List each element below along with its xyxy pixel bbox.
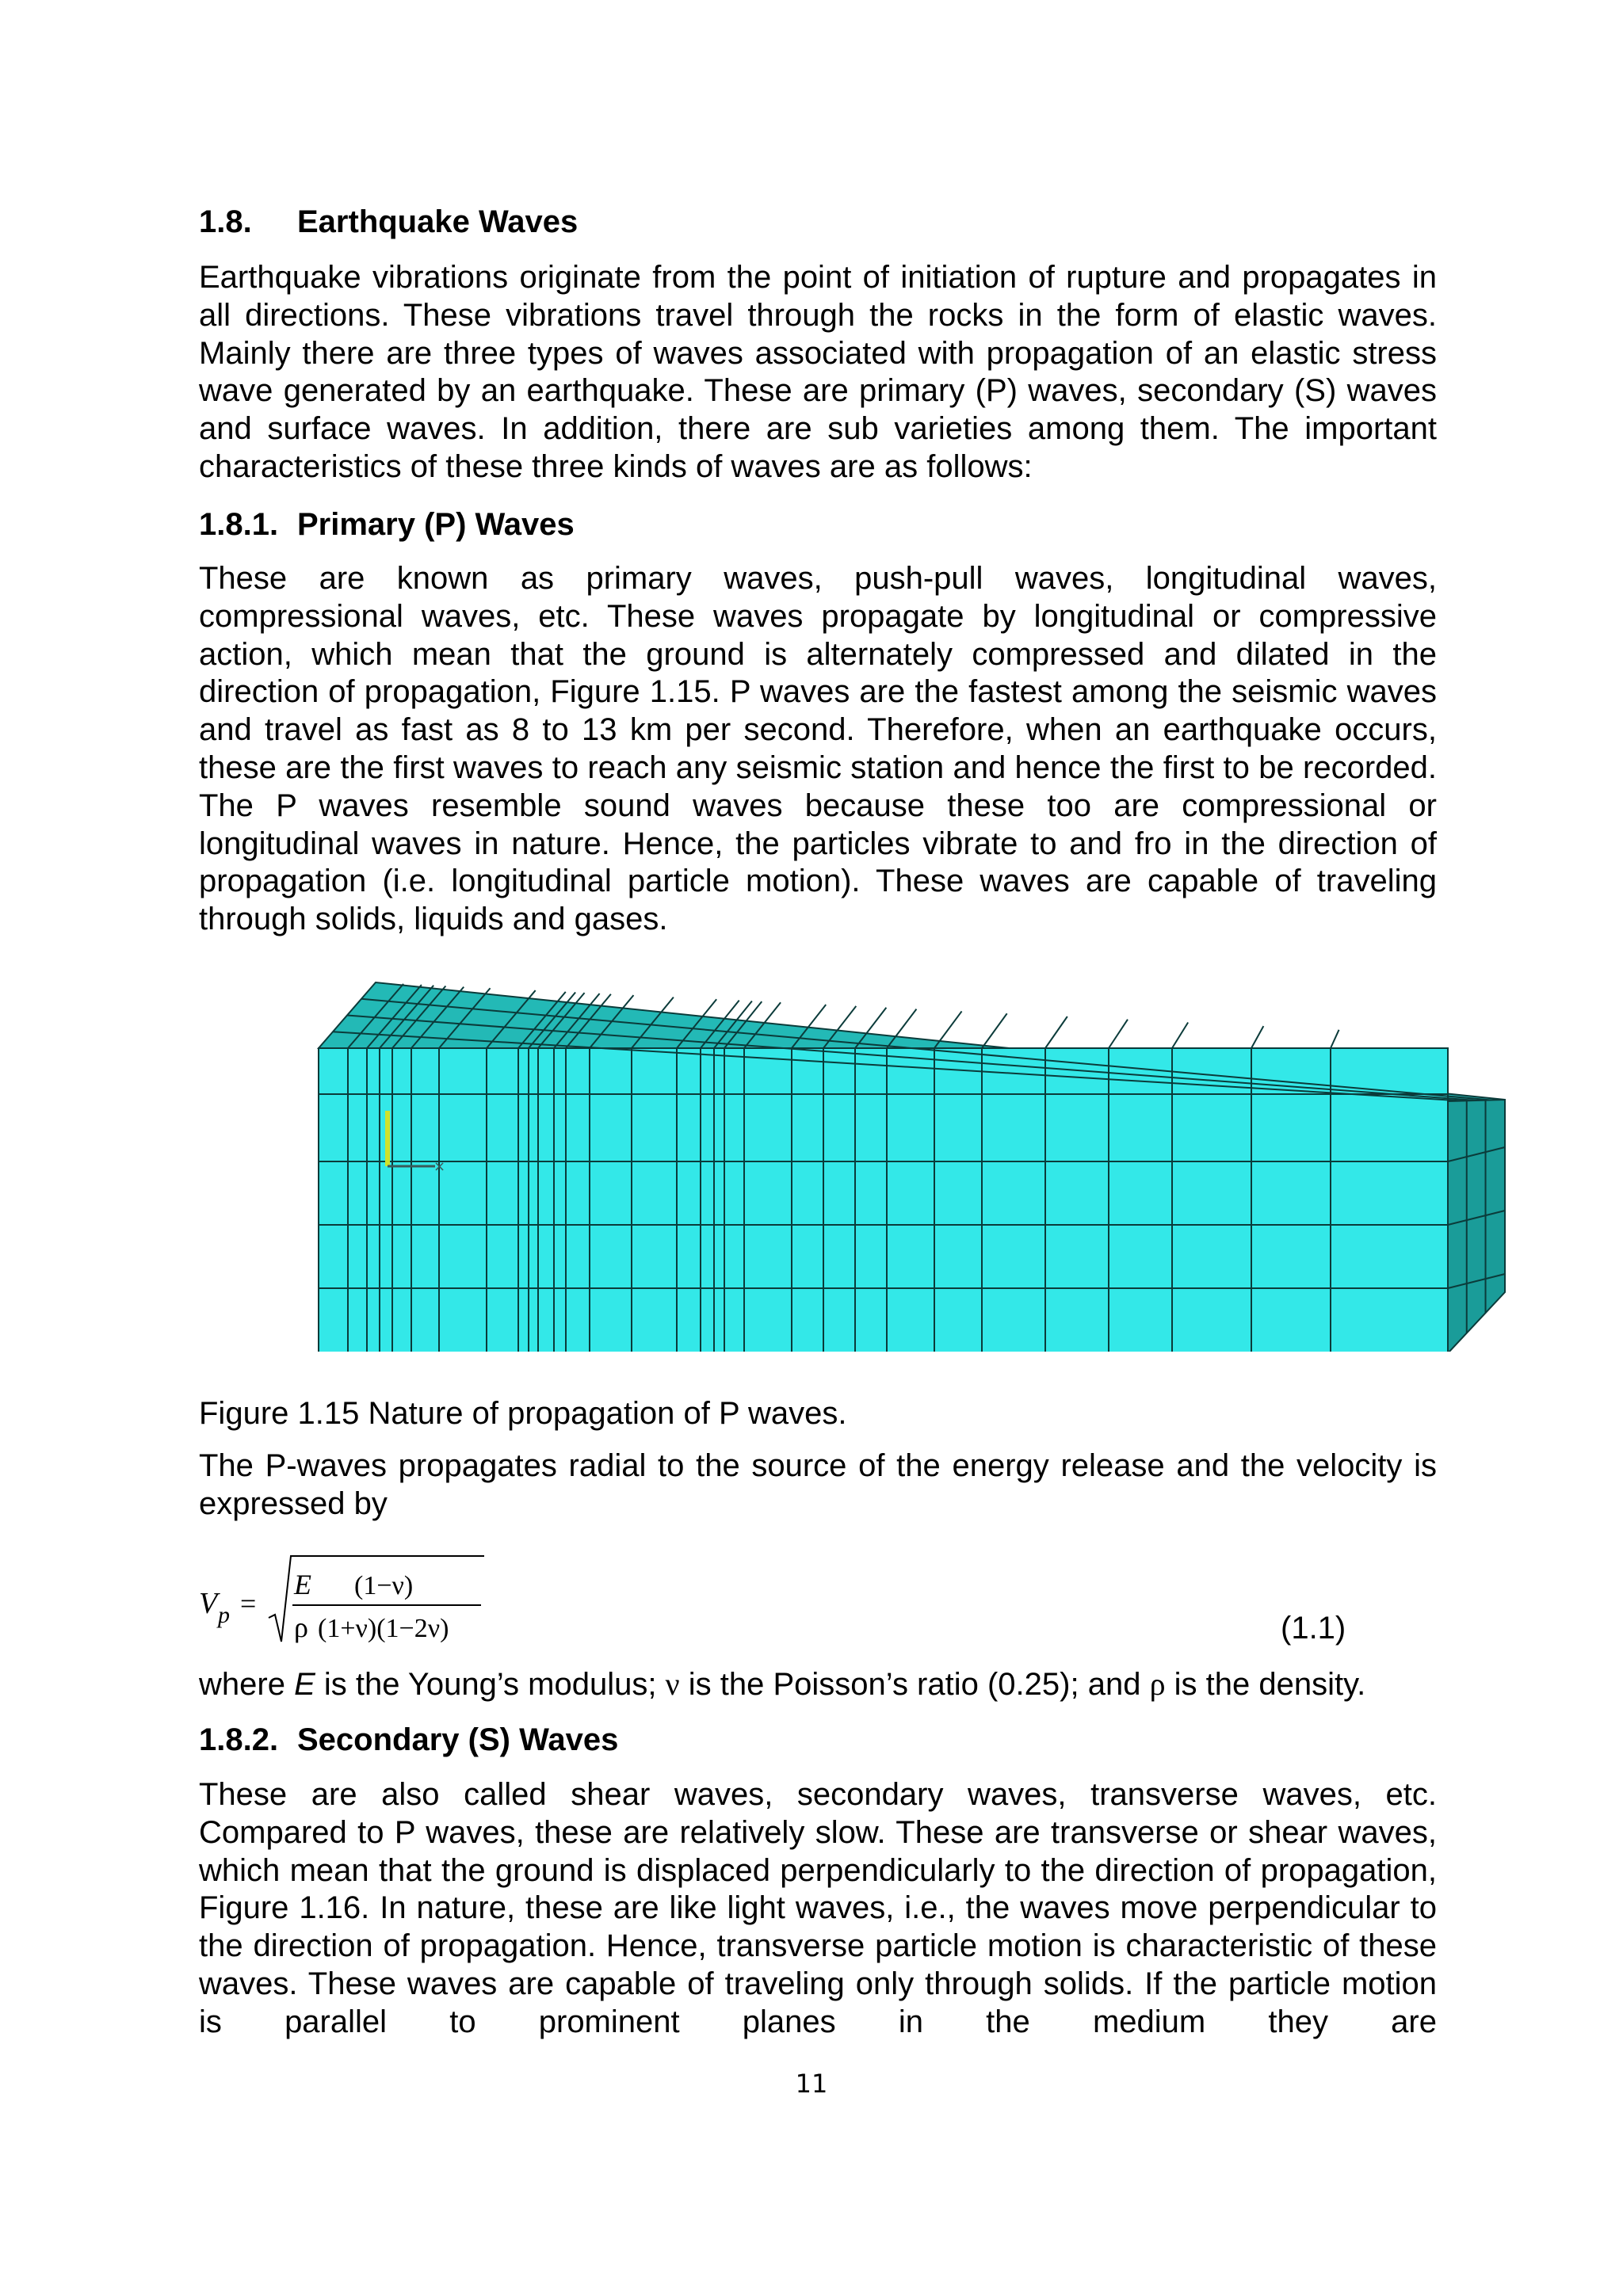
subsection-number: 1.8.1. (199, 507, 279, 542)
mesh-top-line (1172, 1022, 1188, 1048)
symbol-E: E (294, 1667, 315, 1702)
symbol-nu: ν (665, 1666, 680, 1702)
eq-num-E: E (294, 1569, 311, 1600)
eq-lhs: V (199, 1587, 218, 1620)
s-waves-paragraph: These are also called shear waves, secondary waves, transverse waves, etc. Compared to P waves, these are relatively slow. These are transverse or shear waves, which mean that the ground is displaced perpendicularly to the direction of propagation, Figure 1.16. In nature, these are like light waves, i.e., the waves move perpendicular to the direction of propagation. Hence, transverse particle motion is characteristic of these waves. These waves are capable of traveling only through solids. If the particle motion is parallel to prominent planes in the medium they are (199, 1777, 1437, 2039)
where-mid2: is the Poisson’s ratio (0.25); and (679, 1667, 1150, 1702)
figure-caption: Figure 1.15 Nature of propagation of P waves. (199, 1396, 847, 1431)
subsection-title: Secondary (S) Waves (297, 1722, 619, 1757)
eq-den-nu: (1+ν)(1−2ν) (318, 1614, 449, 1643)
eq-equals: = (240, 1588, 257, 1619)
where-post: is the density. (1165, 1667, 1366, 1702)
subsection-heading-p-waves (199, 505, 575, 543)
page-number: 11 (795, 2069, 828, 2099)
mesh-top-line (982, 1013, 1007, 1048)
eq-lhs-sub: p (218, 1602, 230, 1628)
mesh-top-line (1109, 1020, 1128, 1048)
block-side-face (1448, 1100, 1505, 1352)
mesh-top-line (1251, 1026, 1263, 1048)
eq-num-nu: (1−ν) (354, 1571, 414, 1600)
mesh-top-line (1045, 1016, 1067, 1048)
subsection-number: 1.8.2. (199, 1722, 279, 1757)
equation-1-1 (199, 1542, 1437, 1653)
equation-number: (1.1) (1281, 1611, 1346, 1646)
section-number: 1.8. (199, 204, 252, 239)
subsection-heading-s-waves (199, 1721, 618, 1759)
subsection-title: Primary (P) Waves (297, 507, 575, 542)
p-wave-mesh-figure (316, 971, 1513, 1352)
p-waves-paragraph: These are known as primary waves, push-pull waves, longitudinal waves, compressional waves, etc. These waves propagate by longitudinal or compressive action, which mean that the ground is alternately compressed and dilated in the direction of propagation, Figure 1.15. P waves are the fastest among the seismic waves and travel as fast as 8 to 13 km per second. Therefore, when an earthquake occurs, these are the first waves to reach any seismic station and hence the first to be recorded. The P waves resemble sound waves because these too are compressional or longitudinal waves in nature. Hence, the particles vibrate to and fro in the direction of propagation (i.e. longitudinal particle motion). These waves are capable of traveling through solids, liquids and gases. (199, 561, 1437, 937)
eq-den-rho: ρ (294, 1611, 308, 1643)
where-pre: where (199, 1667, 295, 1702)
section-title: Earthquake Waves (297, 204, 579, 239)
velocity-paragraph: The P-waves propagates radial to the source of the energy release and the velocity is expressed by (199, 1448, 1437, 1521)
intro-paragraph: Earthquake vibrations originate from the point of initiation of rupture and propagates in all directions. These vibrations travel through the rocks in the form of elastic waves. Mainly there are three types of waves associated with propagation of an elastic stress wave generated by an earthquake. These are primary (P) waves, secondary (S) waves and surface waves. In addition, there are sub varieties among them. The important characteristics of these three kinds of waves are as follows: (199, 260, 1437, 484)
mesh-top-line (1331, 1030, 1339, 1048)
section-heading (199, 203, 578, 241)
where-mid1: is the Young’s modulus; (315, 1667, 666, 1702)
where-line (199, 1665, 1365, 1703)
axis-x-mark: × (433, 1158, 446, 1175)
symbol-rho: ρ (1149, 1666, 1166, 1702)
